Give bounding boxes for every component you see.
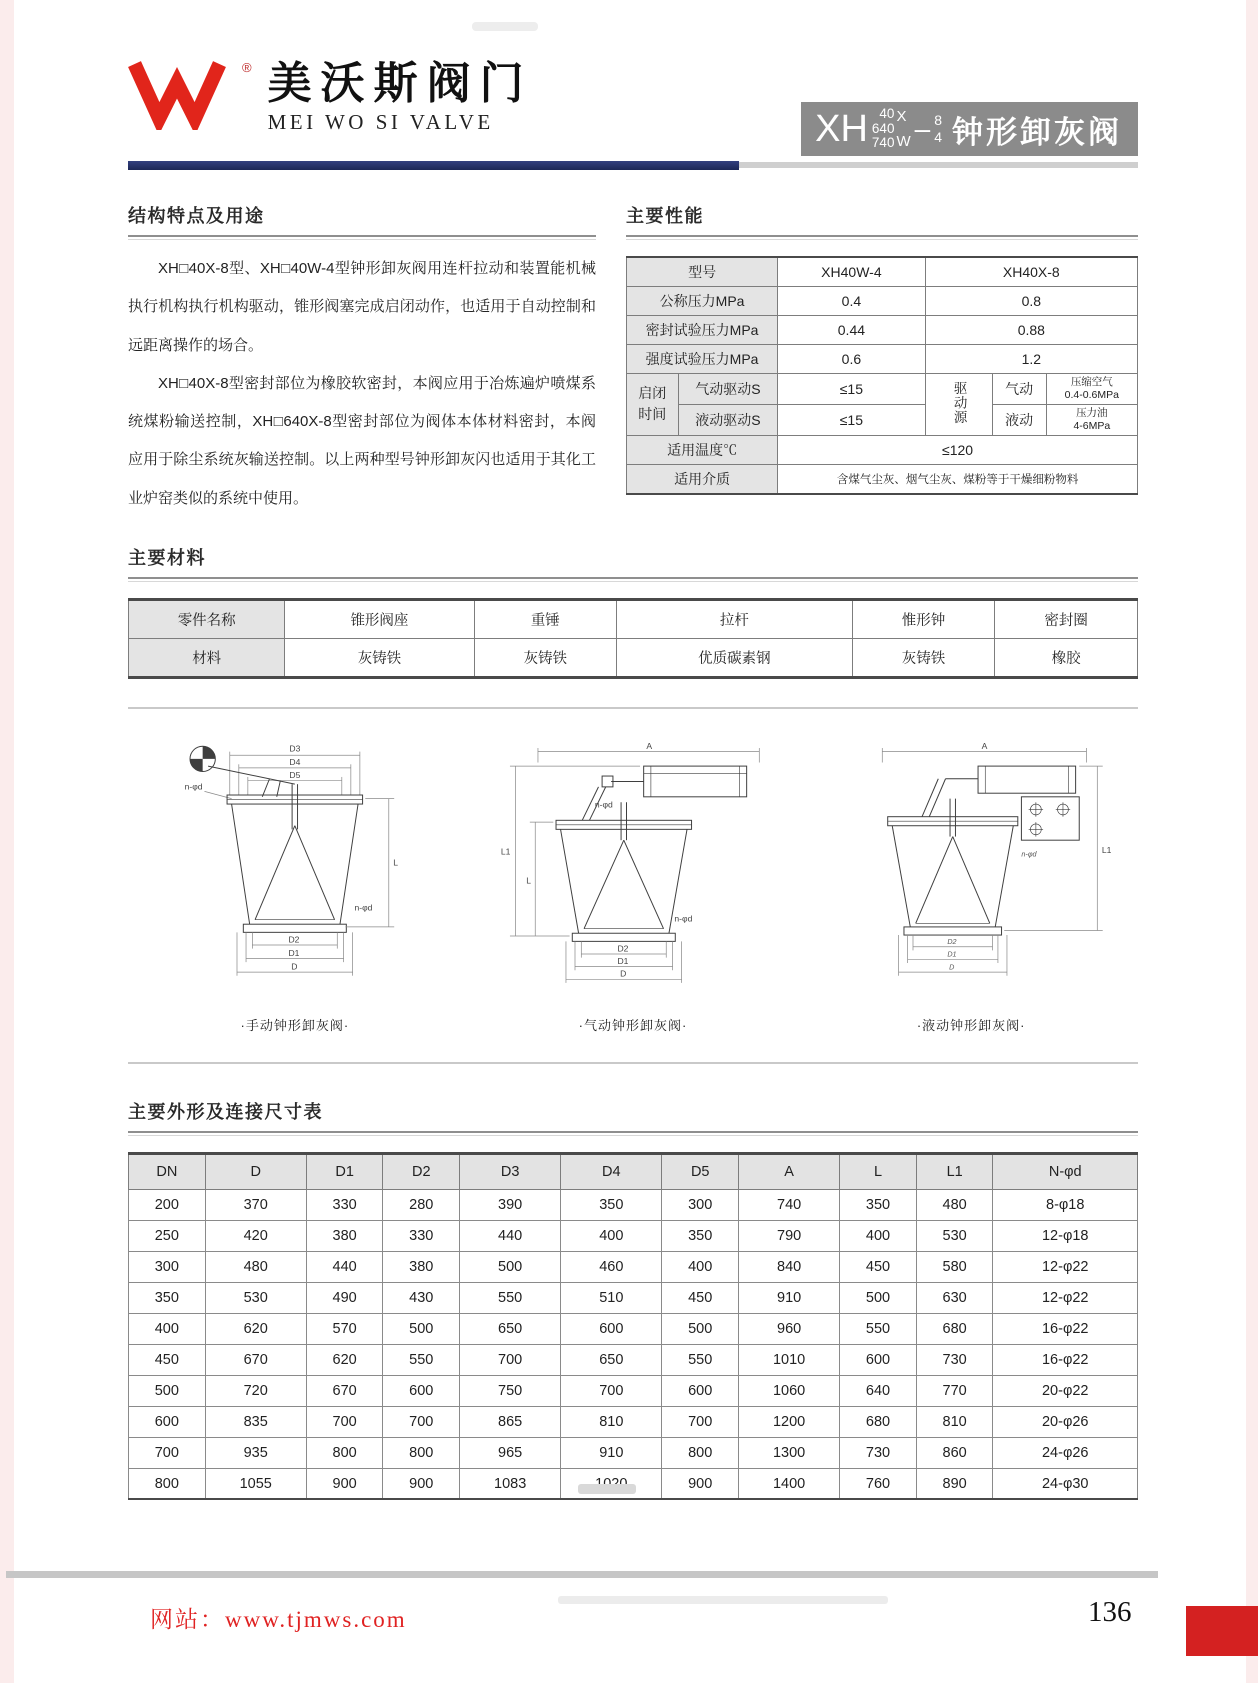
dim-cell: 730 <box>916 1344 993 1375</box>
dim-cell: 16-φ22 <box>993 1313 1138 1344</box>
dim-cell: 960 <box>739 1313 840 1344</box>
dim-cell: 440 <box>460 1220 561 1251</box>
dim-cell: 350 <box>129 1282 206 1313</box>
banner-valve-title: 钟形卸灰阀 <box>952 114 1122 150</box>
dim-cell: 500 <box>460 1251 561 1282</box>
perf-row-medium <box>627 465 1138 494</box>
dim-table-row <box>129 1251 1138 1282</box>
hydraulic-valve-drawing <box>808 739 1134 1034</box>
dim-column-header: D4 <box>561 1153 662 1189</box>
dim-cell: 300 <box>662 1189 739 1220</box>
dim-cell: 835 <box>205 1406 306 1437</box>
dim-column-header: N-φd <box>993 1153 1138 1189</box>
dim-cell: 600 <box>662 1375 739 1406</box>
heading-rule2 <box>626 239 1138 240</box>
dim-header-row <box>129 1153 1138 1189</box>
dim-label-d2: D2 <box>617 943 629 954</box>
dim-cell: 380 <box>383 1251 460 1282</box>
dim-cell: 530 <box>916 1220 993 1251</box>
perf-time-label-1: 启闭 <box>638 385 667 402</box>
dim-cell: 620 <box>205 1313 306 1344</box>
model-sizes <box>872 107 895 151</box>
dim-cell: 1200 <box>739 1406 840 1437</box>
dim-cell: 8-φ18 <box>993 1189 1138 1220</box>
dim-cell: 300 <box>129 1251 206 1282</box>
perf-label: 公称压力MPa <box>627 286 778 315</box>
dim-cell: 12-φ22 <box>993 1282 1138 1313</box>
dim-cell: 700 <box>383 1406 460 1437</box>
perf-drive-label: 液动驱动S <box>678 404 778 435</box>
perf-row-nominal-pressure <box>627 286 1138 315</box>
dim-cell: 500 <box>383 1313 460 1344</box>
heading-rule <box>128 577 1138 579</box>
perf-drive-value: ≤15 <box>778 404 925 435</box>
dim-cell: 250 <box>129 1220 206 1251</box>
dim-cell: 1400 <box>739 1468 840 1499</box>
dim-cell: 600 <box>840 1344 917 1375</box>
dim-cell: 20-φ22 <box>993 1375 1138 1406</box>
performance-section <box>626 202 1138 518</box>
dim-column-header: D2 <box>383 1153 460 1189</box>
perf-time-label <box>627 373 679 436</box>
model-prefix: XH <box>815 108 868 150</box>
dimensions-table <box>128 1152 1138 1501</box>
dim-cell: 680 <box>840 1406 917 1437</box>
materials-header: 密封圈 <box>995 599 1138 638</box>
manual-valve-figure <box>132 739 458 1001</box>
dim-cell: 630 <box>916 1282 993 1313</box>
drive-source-label: 驱动源 <box>951 381 967 425</box>
dim-label-nphid: n-φd <box>184 781 203 792</box>
materials-value: 灰铸铁 <box>474 638 617 677</box>
dim-cell: 12-φ18 <box>993 1220 1138 1251</box>
dim-cell: 390 <box>460 1189 561 1220</box>
model-letter-x: X <box>896 108 907 125</box>
dim-cell: 450 <box>662 1282 739 1313</box>
dim-cell: 400 <box>129 1313 206 1344</box>
page-number: 136 <box>1088 1596 1132 1628</box>
dim-cell: 280 <box>383 1189 460 1220</box>
header-rule <box>128 161 1138 170</box>
dim-label-l: L <box>393 857 399 868</box>
dim-cell: 935 <box>205 1437 306 1468</box>
footer-website <box>150 1601 407 1634</box>
dim-cell: 330 <box>306 1189 383 1220</box>
dim-table-row <box>129 1282 1138 1313</box>
dim-cell: 965 <box>460 1437 561 1468</box>
dim-cell: 600 <box>383 1375 460 1406</box>
perf-value: 0.88 <box>925 315 1137 344</box>
footer-bar <box>6 1571 1158 1578</box>
dim-cell: 600 <box>561 1313 662 1344</box>
registered-mark: ® <box>242 60 252 75</box>
dim-column-header: DN <box>129 1153 206 1189</box>
dim-label-d2: D2 <box>288 934 300 945</box>
materials-table <box>128 598 1138 679</box>
perf-model-v1: XH40W-4 <box>778 257 925 286</box>
perf-value: 1.2 <box>925 344 1137 373</box>
dim-label-d1: D1 <box>617 955 629 966</box>
dim-cell: 1083 <box>460 1468 561 1499</box>
dim-label-nphid: n-φd <box>595 799 614 810</box>
dim-cell: 550 <box>383 1344 460 1375</box>
dim-cell: 440 <box>306 1251 383 1282</box>
model-class-4: 4 <box>934 129 942 145</box>
brand-logo <box>128 60 533 156</box>
dim-label-d: D <box>620 968 627 979</box>
dim-table-row <box>129 1189 1138 1220</box>
materials-header: 拉杆 <box>617 599 853 638</box>
dim-table-row <box>129 1344 1138 1375</box>
dim-cell: 700 <box>561 1375 662 1406</box>
dim-cell: 500 <box>840 1282 917 1313</box>
heading-rule <box>128 1131 1138 1133</box>
dim-label-a: A <box>982 740 988 751</box>
section-divider <box>128 1062 1138 1064</box>
heading-rule2 <box>128 581 1138 582</box>
dim-cell: 800 <box>383 1437 460 1468</box>
materials-value: 优质碳素钢 <box>617 638 853 677</box>
dim-column-header: D1 <box>306 1153 383 1189</box>
perf-label: 强度试验压力MPa <box>627 344 778 373</box>
perf-drive-value: ≤15 <box>778 373 925 404</box>
perf-row-strength-test <box>627 344 1138 373</box>
materials-value: 灰铸铁 <box>285 638 474 677</box>
section-divider <box>128 707 1138 709</box>
dim-cell: 450 <box>129 1344 206 1375</box>
website-url: www.tjmws.com <box>225 1607 407 1632</box>
dim-cell: 640 <box>840 1375 917 1406</box>
dim-cell: 750 <box>460 1375 561 1406</box>
dim-cell: 500 <box>662 1313 739 1344</box>
heading-rule <box>626 235 1138 237</box>
materials-header: 锥形阀座 <box>285 599 474 638</box>
header-rule-gray <box>739 162 1138 168</box>
dim-table-row <box>129 1437 1138 1468</box>
dim-cell: 1060 <box>739 1375 840 1406</box>
brand-name-en: MEI WO SI VALVE <box>267 110 494 135</box>
perf-model-v2: XH40X-8 <box>925 257 1137 286</box>
dim-label-d2: D2 <box>947 936 957 946</box>
dim-cell: 620 <box>306 1344 383 1375</box>
dim-label-d1: D1 <box>288 947 300 958</box>
dim-cell: 400 <box>662 1251 739 1282</box>
dim-cell: 910 <box>561 1437 662 1468</box>
perf-medium-value: 含煤气尘灰、烟气尘灰、煤粉等于干燥细粉物料 <box>778 465 1138 494</box>
manual-valve-caption: ·手动钟形卸灰阀· <box>240 1017 350 1033</box>
dim-cell: 450 <box>840 1251 917 1282</box>
model-letter-w: W <box>896 133 911 150</box>
perf-value: 0.8 <box>925 286 1137 315</box>
materials-value-row <box>129 638 1138 677</box>
dim-cell: 550 <box>662 1344 739 1375</box>
dim-cell: 800 <box>306 1437 383 1468</box>
materials-value: 灰铸铁 <box>852 638 995 677</box>
perf-medium-label: 适用介质 <box>627 465 778 494</box>
dim-cell: 810 <box>916 1406 993 1437</box>
dim-cell: 200 <box>129 1189 206 1220</box>
dim-cell: 680 <box>916 1313 993 1344</box>
dim-label-d4: D4 <box>289 756 301 767</box>
dim-cell: 1300 <box>739 1437 840 1468</box>
perf-drive-label: 气动驱动S <box>678 373 778 404</box>
dim-cell: 865 <box>460 1406 561 1437</box>
dim-cell: 650 <box>561 1344 662 1375</box>
dim-cell: 400 <box>561 1220 662 1251</box>
dim-label-nphid: n-φd <box>674 913 693 924</box>
dim-label-l: L <box>526 875 532 886</box>
dim-label-l1: L1 <box>501 846 511 857</box>
dim-cell: 430 <box>383 1282 460 1313</box>
dim-cell: 730 <box>840 1437 917 1468</box>
dim-cell: 900 <box>662 1468 739 1499</box>
perf-label: 密封试验压力MPa <box>627 315 778 344</box>
dim-cell: 1055 <box>205 1468 306 1499</box>
dim-cell: 670 <box>205 1344 306 1375</box>
materials-row-label: 材料 <box>129 638 285 677</box>
perf-temp-value: ≤120 <box>778 436 1138 465</box>
dim-cell: 350 <box>662 1220 739 1251</box>
perf-row-pneumatic-time <box>627 373 1138 404</box>
dim-cell: 600 <box>129 1406 206 1437</box>
page-edge-left <box>0 0 14 1683</box>
heading-rule2 <box>128 239 596 240</box>
dim-cell: 550 <box>460 1282 561 1313</box>
dim-cell: 350 <box>840 1189 917 1220</box>
perf-supply-pneumatic <box>1046 373 1137 404</box>
header-rule-navy <box>128 161 739 170</box>
dim-cell: 530 <box>205 1282 306 1313</box>
dim-column-header: A <box>739 1153 840 1189</box>
materials-heading: 主要材料 <box>128 547 206 568</box>
perf-row-model <box>627 257 1138 286</box>
dim-cell: 790 <box>739 1220 840 1251</box>
perf-row-hydraulic-time <box>627 404 1138 435</box>
scan-artifact <box>558 1596 888 1604</box>
pneumatic-valve-drawing <box>470 739 796 1034</box>
dim-cell: 760 <box>840 1468 917 1499</box>
dim-cell: 380 <box>306 1220 383 1251</box>
dim-cell: 800 <box>129 1468 206 1499</box>
dim-column-header: D3 <box>460 1153 561 1189</box>
dim-label-d: D <box>291 961 298 972</box>
dim-table-row <box>129 1220 1138 1251</box>
page-corner-marker <box>1186 1606 1258 1656</box>
dim-cell: 770 <box>916 1375 993 1406</box>
dim-label-d: D <box>949 962 955 972</box>
perf-value: 0.44 <box>778 315 925 344</box>
dim-cell: 910 <box>739 1282 840 1313</box>
pneumatic-valve-caption: ·气动钟形卸灰阀· <box>578 1017 688 1033</box>
perf-time-label-2: 时间 <box>638 406 667 423</box>
dim-column-header: D <box>205 1153 306 1189</box>
perf-value: 0.4 <box>778 286 925 315</box>
dim-column-header: L <box>840 1153 917 1189</box>
materials-header: 重锤 <box>474 599 617 638</box>
dim-cell: 330 <box>383 1220 460 1251</box>
supply-line1: 压力油 <box>1076 406 1108 419</box>
dim-cell: 370 <box>205 1189 306 1220</box>
dim-table-row <box>129 1406 1138 1437</box>
dim-cell: 700 <box>460 1344 561 1375</box>
dim-cell: 670 <box>306 1375 383 1406</box>
model-size-740: 740 <box>871 135 895 151</box>
supply-line1: 压缩空气 <box>1070 375 1113 388</box>
dim-cell: 900 <box>383 1468 460 1499</box>
model-dash: – <box>914 113 931 144</box>
dim-cell: 840 <box>739 1251 840 1282</box>
features-section <box>128 202 596 518</box>
dim-label-d5: D5 <box>289 769 301 780</box>
features-paragraph-1: XH□40X-8型、XH□40W-4型钟形卸灰阀用连杆拉动和装置能机械执行机构执行机构驱动，锥形阀塞完成启闭动作，也适用于自动控制和远距离操作的场合。 <box>128 260 596 354</box>
drive-source-cell <box>925 373 992 436</box>
dim-label-l1: L1 <box>1102 844 1112 855</box>
dim-cell: 700 <box>129 1437 206 1468</box>
dim-cell: 480 <box>205 1251 306 1282</box>
dim-cell: 350 <box>561 1189 662 1220</box>
materials-value: 橡胶 <box>995 638 1138 677</box>
dim-cell: 580 <box>916 1251 993 1282</box>
dim-cell: 890 <box>916 1468 993 1499</box>
dimensions-section <box>128 1098 1138 1501</box>
model-size-40: 40 <box>879 106 895 122</box>
dim-cell: 24-φ30 <box>993 1468 1138 1499</box>
dim-cell: 420 <box>205 1220 306 1251</box>
dim-cell: 700 <box>306 1406 383 1437</box>
perf-medium-type: 气动 <box>992 373 1046 404</box>
dim-cell: 800 <box>662 1437 739 1468</box>
dim-table-row <box>129 1375 1138 1406</box>
dim-cell: 550 <box>840 1313 917 1344</box>
dim-cell: 700 <box>662 1406 739 1437</box>
logo-w-icon <box>128 60 226 130</box>
materials-header-row <box>129 599 1138 638</box>
dim-cell: 24-φ26 <box>993 1437 1138 1468</box>
dim-label-d1: D1 <box>947 949 957 959</box>
materials-header: 惟形钟 <box>852 599 995 638</box>
dim-label-a: A <box>646 740 653 751</box>
dim-label-nphid: n-φd <box>1021 849 1037 859</box>
materials-header: 零件名称 <box>129 599 285 638</box>
dim-table-row <box>129 1313 1138 1344</box>
dim-cell: 400 <box>840 1220 917 1251</box>
features-heading: 结构特点及用途 <box>128 206 265 226</box>
scan-artifact <box>578 1484 636 1494</box>
performance-table <box>626 256 1138 495</box>
dimensions-heading: 主要外形及连接尺寸表 <box>128 1101 323 1122</box>
dim-column-header: D5 <box>662 1153 739 1189</box>
page-header <box>128 60 1138 156</box>
technical-drawings <box>128 739 1138 1034</box>
dim-cell: 650 <box>460 1313 561 1344</box>
hydraulic-valve-caption: ·液动钟形卸灰阀· <box>916 1017 1026 1033</box>
dim-cell: 500 <box>129 1375 206 1406</box>
heading-rule2 <box>128 1135 1138 1136</box>
dim-cell: 480 <box>916 1189 993 1220</box>
dim-cell: 490 <box>306 1282 383 1313</box>
perf-value: 0.6 <box>778 344 925 373</box>
model-classes <box>934 112 942 147</box>
model-seal-letters <box>896 106 910 152</box>
dim-cell: 900 <box>306 1468 383 1499</box>
dim-column-header: L1 <box>916 1153 993 1189</box>
features-paragraph-2: XH□40X-8型密封部位为橡胶软密封，本阀应用于冶炼遍炉喷煤系统煤粉输送控制，XH□640X-8型密封部位为阀体本体材料密封，本阀应用于除尘系统灰输送控制。以上两种型号钟形卸灰闪也适用于其化工业炉窑类似的系统中使用。 <box>128 374 596 507</box>
hydraulic-valve-figure <box>808 739 1134 1001</box>
dim-cell: 720 <box>205 1375 306 1406</box>
dim-label-nphid: n-φd <box>354 902 373 913</box>
performance-heading: 主要性能 <box>626 206 704 226</box>
dim-cell: 810 <box>561 1406 662 1437</box>
dim-cell: 510 <box>561 1282 662 1313</box>
dim-cell: 740 <box>739 1189 840 1220</box>
perf-medium-type: 液动 <box>992 404 1046 435</box>
perf-model-label: 型号 <box>627 257 778 286</box>
perf-temp-label: 适用温度℃ <box>627 436 778 465</box>
model-size-640: 640 <box>871 120 895 136</box>
perf-row-seal-test <box>627 315 1138 344</box>
dim-cell: 1010 <box>739 1344 840 1375</box>
dim-cell: 12-φ22 <box>993 1251 1138 1282</box>
dim-cell: 16-φ22 <box>993 1344 1138 1375</box>
materials-section <box>128 544 1138 679</box>
heading-rule <box>128 235 596 237</box>
dim-cell: 570 <box>306 1313 383 1344</box>
pneumatic-valve-figure <box>470 739 796 1001</box>
manual-valve-drawing <box>132 739 458 1034</box>
model-banner <box>801 102 1138 156</box>
website-label: 网站： <box>150 1607 225 1632</box>
perf-supply-hydraulic <box>1046 404 1137 435</box>
supply-line2: 4-6MPa <box>1073 419 1111 432</box>
dim-cell: 20-φ26 <box>993 1406 1138 1437</box>
dim-label-d3: D3 <box>289 743 301 754</box>
model-class-8: 8 <box>934 111 942 128</box>
brand-name-cn: 美沃斯阀门 <box>267 59 533 108</box>
dim-cell: 860 <box>916 1437 993 1468</box>
dim-cell: 460 <box>561 1251 662 1282</box>
perf-row-temperature <box>627 436 1138 465</box>
supply-line2: 0.4-0.6MPa <box>1064 388 1119 401</box>
page-edge-right <box>1246 0 1258 1683</box>
